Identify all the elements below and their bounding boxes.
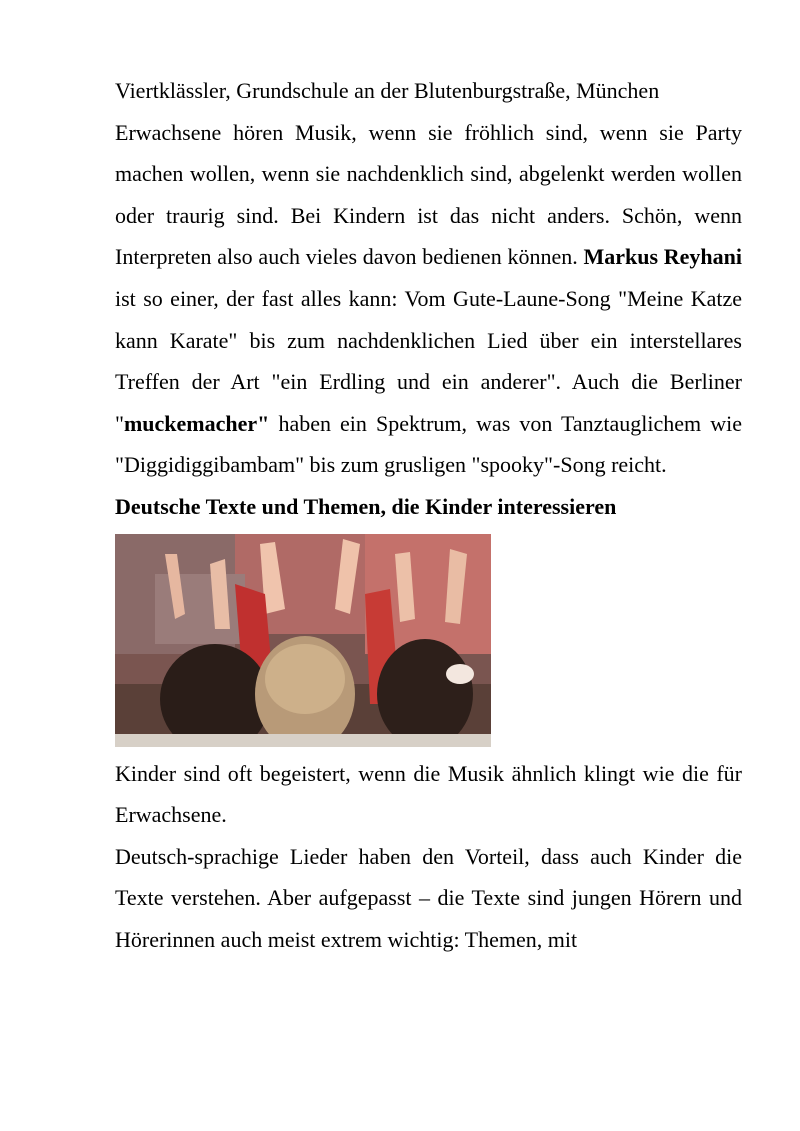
artist-name-muckemacher: muckemacher" [123,410,270,436]
children-clapping-photo [115,534,491,747]
intro-line: Viertklässler, Grundschule an der Blutenburgstraße, München [115,78,660,103]
body-text-middle: ist so einer, der fast alles kann: Vom Gute-Laune-Song "Meine Katze kann Karate" bis zum nachdenklichen Lied über ein interstellares Treffen der Art "ein Erdling und ein anderer". Auch die Berliner " [115,285,742,436]
body-paragraph [115,112,742,486]
document-page [115,70,742,961]
artist-name-markus-reyhani: Markus Reyhani [583,244,742,270]
photo-illustration [115,534,491,747]
photo-caption-paragraph: Kinder sind oft begeistert, wenn die Musik ähnlich klingt wie die für Erwachsene. [115,760,742,828]
closing-paragraph: Deutsch-sprachige Lieder haben den Vorteil, dass auch Kinder die Texte verstehen. Aber aufgepasst – die Texte sind jungen Hörern und Hörerinnen auch meist extrem wichtig: Themen, mit [115,843,742,952]
body-text-start: Erwachsene hören Musik, wenn sie fröhlich sind, wenn sie Party machen wollen, wenn sie nachdenklich sind, abgelenkt werden wollen oder traurig sind. Bei Kindern ist das nicht anders. Schön, wenn Interpreten also auch vieles davon bedienen können. [115,119,742,270]
body-text-end: haben ein Spektrum, was von Tanztauglichem wie "Diggidiggibambam" bis zum grusligen "spooky"-Song reicht. [115,410,742,478]
section-heading: Deutsche Texte und Themen, die Kinder interessieren [115,493,617,519]
